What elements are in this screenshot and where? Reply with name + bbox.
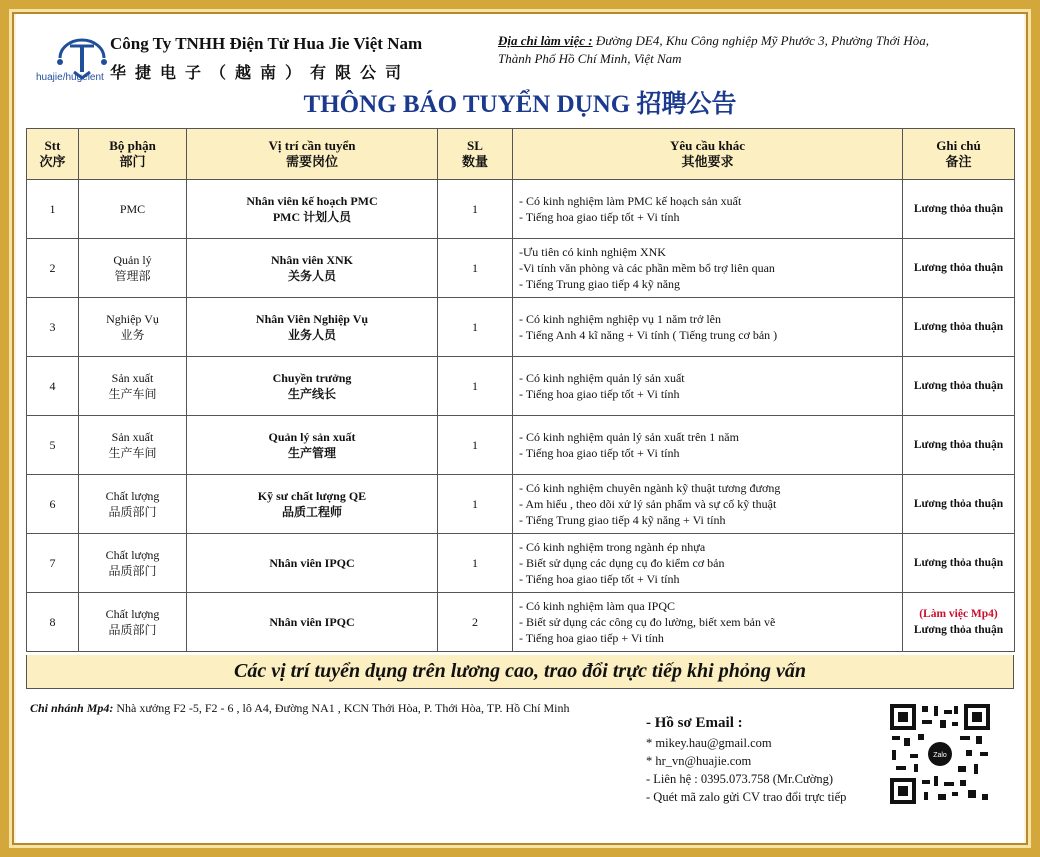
- table-row: [27, 416, 1015, 475]
- cell-stt: 7: [27, 534, 79, 593]
- page-title: THÔNG BÁO TUYỂN DỤNG 招聘公告: [303, 91, 737, 118]
- requirement-line: - Có kinh nghiệm nghiệp vụ 1 năm trở lên: [519, 312, 721, 326]
- header-quantity: SL 数量: [438, 129, 513, 180]
- table-row: [27, 298, 1015, 357]
- cell-requirements: [513, 416, 903, 475]
- cell-position: [187, 298, 438, 357]
- cell-quantity: 1: [438, 180, 513, 239]
- requirement-line: -Ưu tiên có kinh nghiệm XNK: [519, 245, 666, 259]
- cell-stt: 5: [27, 416, 79, 475]
- requirement-line: - Có kinh nghiệm quản lý sản xuất: [519, 371, 685, 385]
- cell-note: [903, 475, 1015, 534]
- department-cn: 生产车间: [108, 446, 157, 460]
- requirement-line: - Am hiểu , theo dõi xử lý sản phẩm và sự cố kỹ thuật: [519, 497, 777, 511]
- table-row: [27, 239, 1015, 298]
- department-vn: Quản lý: [113, 253, 152, 267]
- address-label: Địa chỉ làm việc :: [498, 33, 593, 48]
- header-position: Vị trí cần tuyển 需要岗位: [187, 129, 438, 180]
- table-row: [27, 357, 1015, 416]
- contact-email-2[interactable]: * hr_vn@huajie.com: [646, 754, 752, 768]
- department-vn: Chất lượng: [105, 607, 160, 621]
- position-cn: 生产管理: [287, 446, 336, 460]
- zalo-badge-text: Zalo: [933, 752, 947, 759]
- contact-email-1[interactable]: * mikey.hau@gmail.com: [646, 736, 772, 750]
- requirement-line: - Có kinh nghiệm chuyên ngành kỹ thuật tương đương: [519, 481, 781, 495]
- department-cn: 品质部门: [108, 623, 157, 637]
- cell-department: [79, 180, 187, 239]
- department-vn: Sản xuất: [111, 430, 154, 444]
- cell-note: [903, 416, 1015, 475]
- cell-position: [187, 239, 438, 298]
- note-salary: Lương thỏa thuận: [913, 262, 1004, 274]
- header-stt: Stt 次序: [27, 129, 79, 180]
- table-row: [27, 180, 1015, 239]
- requirement-line: - Có kinh nghiệm làm PMC kế hoạch sản xuất: [519, 194, 742, 208]
- department-cn: 品质部门: [108, 505, 157, 519]
- requirement-line: - Tiếng Trung giao tiếp 4 kỹ năng + Vi tính: [519, 513, 726, 527]
- cell-quantity: 1: [438, 416, 513, 475]
- jobs-table: [26, 128, 1015, 652]
- cell-requirements: [513, 593, 903, 652]
- announcement-sheet: [16, 14, 1024, 843]
- cell-note: [903, 534, 1015, 593]
- position-cn: 业务人员: [287, 328, 336, 342]
- cell-quantity: 1: [438, 357, 513, 416]
- cell-stt: 8: [27, 593, 79, 652]
- cell-requirements: [513, 534, 903, 593]
- branch-label: Chi nhánh Mp4:: [30, 701, 114, 715]
- cell-requirements: [513, 475, 903, 534]
- address-line-1: Đường DE4, Khu Công nghiệp Mỹ Phước 3, Phường Thới Hòa,: [592, 33, 930, 48]
- position-vn: Quản lý sản xuất: [268, 430, 356, 444]
- table-row: [27, 475, 1015, 534]
- contact-title: - Hồ sơ Email :: [646, 715, 743, 731]
- requirement-line: - Biết sử dụng các công cụ đo lường, biết xem bản vẽ: [519, 615, 776, 629]
- department-vn: Chất lượng: [105, 548, 160, 562]
- cell-stt: 2: [27, 239, 79, 298]
- zalo-qr-code[interactable]: [888, 702, 992, 806]
- cell-stt: 4: [27, 357, 79, 416]
- department-cn: 管理部: [114, 269, 151, 283]
- cell-department: [79, 475, 187, 534]
- cell-department: [79, 534, 187, 593]
- cell-requirements: [513, 357, 903, 416]
- company-name-vn: Công Ty TNHH Điện Tử Hua Jie Việt Nam: [110, 34, 423, 53]
- cell-stt: 1: [27, 180, 79, 239]
- cell-department: [79, 239, 187, 298]
- salary-banner: Các vị trí tuyển dụng trên lương cao, trao đổi trực tiếp khi phỏng vấn: [26, 655, 1014, 689]
- note-salary: Lương thỏa thuận: [913, 439, 1004, 451]
- requirement-line: - Tiếng hoa giao tiếp tốt + Vi tính: [519, 446, 680, 460]
- cell-position: [187, 416, 438, 475]
- cell-department: [79, 593, 187, 652]
- work-address: [498, 32, 998, 68]
- company-name-cn: 华捷电子（越南）有限公司: [110, 65, 411, 82]
- cell-requirements: [513, 180, 903, 239]
- position-cn: PMC 计划人员: [272, 210, 352, 224]
- department-cn: 生产车间: [108, 387, 157, 401]
- department-cn: 品质部门: [108, 564, 157, 578]
- requirement-line: - Biết sử dụng các dụng cụ đo kiểm cơ bản: [519, 556, 725, 570]
- cell-position: [187, 593, 438, 652]
- position-cn: 关务人员: [287, 269, 336, 283]
- cell-stt: 3: [27, 298, 79, 357]
- requirement-line: - Tiếng Anh 4 kĩ năng + Vi tính ( Tiếng trung cơ bản ): [519, 328, 778, 342]
- cell-quantity: 1: [438, 534, 513, 593]
- cell-note: [903, 180, 1015, 239]
- requirement-line: - Tiếng Trung giao tiếp 4 kỹ năng: [519, 277, 681, 291]
- cell-department: [79, 416, 187, 475]
- cell-position: [187, 534, 438, 593]
- cell-position: [187, 475, 438, 534]
- requirement-line: - Có kinh nghiệm làm qua IPQC: [519, 599, 675, 613]
- requirement-line: - Tiếng hoa giao tiếp tốt + Vi tính: [519, 210, 680, 224]
- note-salary: Lương thỏa thuận: [913, 380, 1004, 392]
- branch-address: [30, 701, 569, 716]
- note-work-location: (Làm việc Mp4): [919, 608, 998, 620]
- position-vn: Nhân viên IPQC: [269, 615, 355, 629]
- contact-block: [646, 714, 846, 806]
- cell-department: [79, 298, 187, 357]
- branch-text: Nhà xưởng F2 -5, F2 - 6 , lô A4, Đường NA1 , KCN Thới Hòa, P. Thới Hòa, TP. Hồ Chí Minh: [113, 701, 570, 715]
- header-notes: Ghi chú 备注: [903, 129, 1015, 180]
- department-vn: Chất lượng: [105, 489, 160, 503]
- position-vn: Nhân viên IPQC: [269, 556, 355, 570]
- position-cn: 品质工程师: [281, 505, 342, 519]
- requirement-line: - Có kinh nghiệm quản lý sản xuất trên 1 năm: [519, 430, 739, 444]
- header-requirements: Yêu cầu khác 其他要求: [513, 129, 903, 180]
- position-vn: Chuyền trưởng: [272, 371, 352, 385]
- cell-note: [903, 357, 1015, 416]
- cell-requirements: [513, 239, 903, 298]
- note-salary: Lương thỏa thuận: [913, 321, 1004, 333]
- note-salary: Lương thỏa thuận: [913, 624, 1004, 636]
- cell-note: [903, 239, 1015, 298]
- header-department: Bộ phận 部门: [79, 129, 187, 180]
- cell-quantity: 1: [438, 239, 513, 298]
- contact-phone: - Liên hệ : 0395.073.758 (Mr.Cường): [646, 772, 833, 786]
- requirement-line: - Tiếng hoa giao tiếp tốt + Vi tính: [519, 387, 680, 401]
- requirement-line: - Tiếng hoa giao tiếp + Vi tính: [519, 631, 664, 645]
- department-vn: Sản xuất: [111, 371, 154, 385]
- cell-requirements: [513, 298, 903, 357]
- cell-department: [79, 357, 187, 416]
- department-vn: Nghiệp Vụ: [106, 312, 159, 326]
- cell-quantity: 1: [438, 298, 513, 357]
- requirement-line: -Vi tính văn phòng và các phần mềm bổ trợ liên quan: [519, 261, 775, 275]
- table-row: [27, 534, 1015, 593]
- department-vn: PMC: [119, 202, 146, 216]
- note-salary: Lương thỏa thuận: [913, 203, 1004, 215]
- requirement-line: - Có kinh nghiệm trong ngành ép nhựa: [519, 540, 706, 554]
- cell-position: [187, 180, 438, 239]
- cell-quantity: 1: [438, 475, 513, 534]
- position-vn: Kỹ sư chất lượng QE: [257, 489, 367, 503]
- table-header-row: [27, 129, 1015, 180]
- department-cn: 业务: [120, 328, 145, 342]
- table-row: [27, 593, 1015, 652]
- cell-quantity: 2: [438, 593, 513, 652]
- position-vn: Nhân viên XNK: [270, 253, 353, 267]
- position-cn: 生产线长: [287, 387, 336, 401]
- note-salary: Lương thỏa thuận: [913, 498, 1004, 510]
- cell-position: [187, 357, 438, 416]
- logo-text: huajie/hugelent: [36, 72, 104, 83]
- cell-stt: 6: [27, 475, 79, 534]
- contact-zalo-hint: - Quét mã zalo gửi CV trao đổi trực tiếp: [646, 790, 847, 804]
- note-salary: Lương thỏa thuận: [913, 557, 1004, 569]
- address-line-2: Thành Phố Hồ Chí Minh, Việt Nam: [498, 51, 682, 66]
- position-vn: Nhân viên kế hoạch PMC: [246, 194, 378, 208]
- cell-note: [903, 298, 1015, 357]
- position-vn: Nhân Viên Nghiệp Vụ: [255, 312, 369, 326]
- cell-note: [903, 593, 1015, 652]
- requirement-line: - Tiếng hoa giao tiếp tốt + Vi tính: [519, 572, 680, 586]
